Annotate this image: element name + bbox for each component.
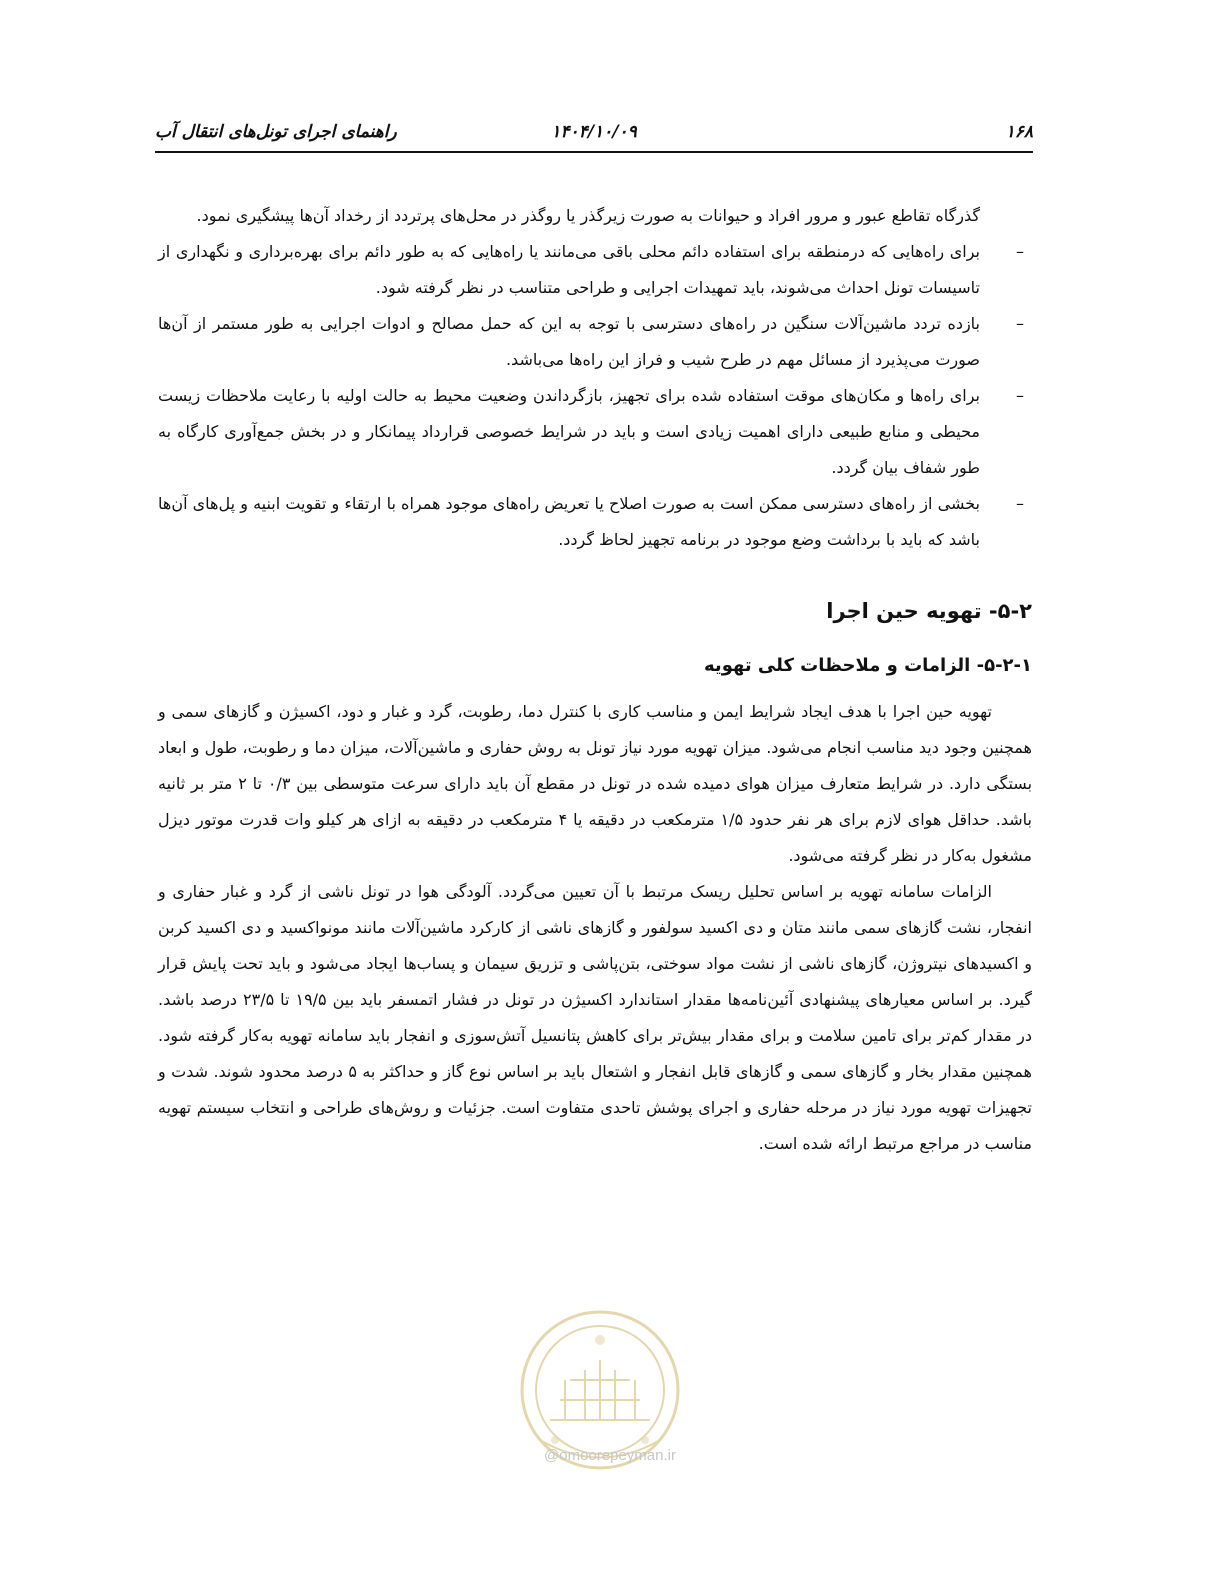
bullet-item [158,486,1032,558]
dash-bullet-icon: – [1016,494,1024,513]
continued-paragraph: گذرگاه تقاطع عبور و مرور افراد و حیوانات به صورت زیرگذر یا روگذر در محل‌های پرتردد از رخداد آن‌ها پیشگیری نمود. [196,206,980,225]
page-body [158,198,1032,1162]
at-sign-icon: @ [544,1447,560,1464]
bullet-text: بخشی از راه‌های دسترسی ممکن است به صورت اصلاح یا تعریض راه‌های موجود همراه با ارتقاء و تقویت ابنیه و پل‌های آن‌ها باشد که باید با برداشت وضع موجود در برنامه تجهیز لحاظ گردد. [158,494,980,549]
bullet-item [158,306,1032,378]
section-heading: ۵-۲- تهویه حین اجرا [826,599,1032,623]
bullet-item [158,378,1032,486]
page-number: ۱۶۸ [1005,122,1033,142]
bullet-text: برای راه‌هایی که درمنطقه برای استفاده دائم محلی باقی می‌مانند یا راه‌هایی که به طور دائم برای بهره‌برداری و نگهداری از تاسیسات تونل احداث می‌شوند، باید تمهیدات اجرایی و طراحی متناسب در نظر گرفته شود. [158,242,980,297]
bullet-list [158,234,1032,558]
body-paragraph: تهویه حین اجرا با هدف ایجاد شرایط ایمن و مناسب کاری با کنترل دما، رطوبت، گرد و غبار و دود، اکسیژن و گازهای سمی و همچنین وجود دید مناسب انجام می‌شود. میزان تهویه مورد نیاز تونل به روش حفاری و ماشین‌آلات، میزان دما و رطوبت، طول و ابعاد بستگی دارد. در شرایط متعارف میزان هوای دمیده شده در تونل در مقطع آن باید دارای سرعت متوسطی بین ۰/۳ تا ۲ متر بر ثانیه باشد. حداقل هوای لازم برای هر نفر حدود ۱/۵ مترمکعب در دقیقه یا ۴ مترمکعب در دقیقه به ازای هر کیلو وات قدرت موتور دیزل مشغول به‌کار در نظر گرفته می‌شود. [158,702,1033,865]
dash-bullet-icon: – [1016,314,1024,333]
header-date: ۱۴۰۴/۱۰/۰۹ [551,122,637,142]
dash-bullet-icon: – [1016,386,1024,405]
watermark-url [510,1447,710,1464]
subsection-heading: ۵-۲-۱- الزامات و ملاحظات کلی تهویه [704,655,1032,676]
dash-bullet-icon: – [1016,242,1024,261]
bullet-text: برای راه‌ها و مکان‌های موقت استفاده شده برای تجهیز، بازگرداندن وضعیت محیط به حالت اولیه با رعایت ملاحظات زیست محیطی و منابع طبیعی دارای اهمیت زیادی است و باید در شرایط خصوصی قرارداد پیمانکار و در بخش جمع‌آوری کارگاه به طور شفاف بیان گردد. [158,386,980,477]
bullet-text: بازده تردد ماشین‌آلات سنگین در راه‌های دسترسی با توجه به این که حمل مصالح و ادوات اجرایی به طور مستمر از آن‌ها صورت می‌پذیرد از مسائل مهم در طرح شیب و فراز این راه‌ها می‌باشد. [158,314,980,369]
watermark-url-text: omoorepeyman.ir [559,1447,676,1464]
bullet-item [158,234,1032,306]
running-header [155,113,1033,153]
body-paragraph: الزامات سامانه تهویه بر اساس تحلیل ریسک مرتبط با آن تعیین می‌گردد. آلودگی هوا در تونل ناشی از گرد و غبار حفاری و انفجار، نشت گازهای سمی مانند متان و دی اکسید سولفور و گازهای ناشی از کارکرد ماشین‌آلات مانند مونواکسید و دی اکسید کربن و اکسیدهای نیتروژن، گازهای ناشی از نشت مواد سوختی، بتن‌پاشی و تزریق سیمان و پساب‌ها ایجاد می‌شود و باید تحت پایش قرار گیرد. بر اساس معیارهای پیشنهادی آئین‌نامه‌ها مقدار استاندارد اکسیژن در تونل در فشار اتمسفر باید بین ۱۹/۵ تا ۲۳/۵ درصد باشد. در مقدار کم‌تر برای تامین سلامت و برای مقدار بیش‌تر برای کاهش پتانسیل آتش‌سوزی و انفجار باید سامانه تهویه به‌کار گرفته شود. همچنین مقدار بخار و گازهای سمی و گازهای قابل انفجار و اشتعال باید بر اساس نوع گاز و حداکثر به ۵ درصد محدود شوند. شدت و تجهیزات تهویه مورد نیاز در مرحله حفاری و اجرای پوشش تاحدی متفاوت است. جزئیات و روش‌های طراحی و انتخاب سیستم تهویه مناسب در مراجع مرتبط ارائه شده است. [158,882,1032,1153]
book-title: راهنمای اجرای تونل‌های انتقال آب [155,122,397,142]
